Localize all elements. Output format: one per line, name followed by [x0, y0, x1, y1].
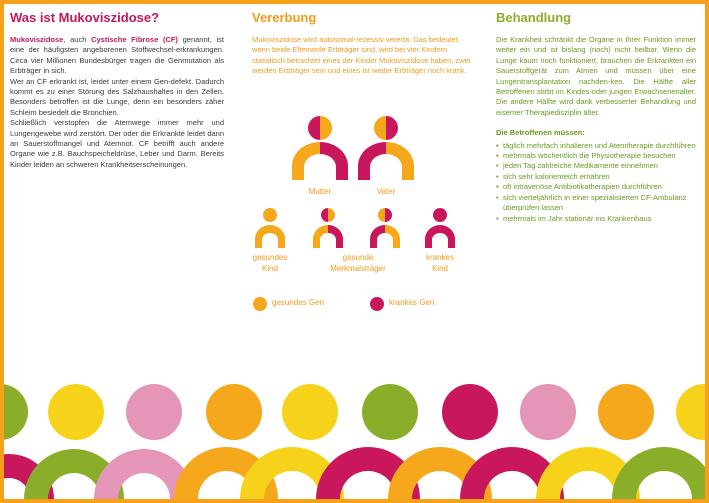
section-title: Vererbung	[252, 10, 317, 25]
paragraph-3: Schließlich verstopfen die Atemwege immer mehr und Lungengewebe wird zerstört. Der oder die Erkrankte leidet dann an Sauerstoffmangel und Atemnot. CF betrifft auch andere Organe wie z.B. Bauchspeicheldrüse, Leber und Darm. Bereits Kinder leiden an schweren Krankheitserscheinungen.	[10, 118, 224, 169]
list-item: • mehrmals im Jahr stationär ins Krankenhaus	[496, 214, 696, 224]
label-mother: Mutter	[308, 187, 332, 196]
list-item: • täglich mehrfach inhalieren und Atemtherapie durchführen	[496, 141, 696, 151]
list-item: • mehrmals wöchentlich die Physiotherapie besuchen	[496, 151, 696, 161]
intro-text-2: genannt, ist eine der häufigsten angeborenen Stoffwechsel-erkrankungen. Circa vier Millionen Bundesbürger tragen die Genmutation als Erbträger in sich.	[10, 35, 224, 76]
label-carrier: gesunde Merkmalsträger	[330, 253, 386, 273]
list-item: • sich vierteljährlich in einer spezialisierten CF-Ambulanz überprüfen lassen	[496, 193, 696, 214]
label-father: Vater	[376, 187, 396, 196]
treatment-subtitle: Die Betroffenen müssen:	[496, 128, 585, 138]
label-sick-child: krankes Kind	[425, 253, 454, 273]
section-title: Was ist Mukoviszidose?	[10, 10, 160, 25]
list-item: • jeden Tag zahlreiche Medikamente einnehmen	[496, 161, 696, 171]
paragraph-2: Wer an CF erkrankt ist, leidet unter einem Gen-defekt. Dadurch kommt es zu einer Störung des Salzhaushaltes in den Zellen. Besonders betroffen ist die Lunge, denn ein besonders zäher Schleim besiedelt die Bronchien.	[10, 76, 224, 117]
list-item: • oft intravenöse Antibiotikatherapien durchführen	[496, 182, 696, 192]
legend-healthy-label: gesundes Gen	[272, 298, 325, 307]
decorative-circles	[4, 4, 705, 499]
section-title: Behandlung	[496, 10, 572, 25]
inheritance-text: Mukoviszidose wird autosomal-rezessiv vererbt. Das bedeutet, wenn beide Elternteile Erbträger sind, wird bei vier Kindern statistisch betrachtet eines der Kinder Mukoviszidose haben, zwei werden Erbträger sein und eines ist weder Erbträger noch krank.	[252, 35, 471, 76]
treatment-text: Die Krankheit schränkt die Organe in ihrer Funktion immer weiter ein und ist bislang (noch) nicht heilbar. Wenn die Lunge kaum noch funktioniert, brauchen die Erkrankten ein Sauerstoffgerät zum Atmen und müssen über eine Lungentransplantation nachden-ken. Die Hälfte aller Betroffenen stirbt im Kindes-oder jungen Erwachsenenalter. Die andere Hälfte wird dank verbesserter Behandlung und eiserner Therapiedisziplin älter.	[496, 35, 696, 117]
label-healthy-child: gesundes Kind	[252, 253, 288, 273]
list-item: • sich sehr kalorienreich ernähren	[496, 172, 696, 182]
intro-text-1: , auch	[63, 35, 92, 44]
term-cf: Cystische Fibrose (CF)	[91, 35, 178, 44]
term-mukoviszidose: Mukoviszidose	[10, 35, 64, 44]
legend-sick-label: krankes Gen	[389, 298, 435, 307]
brochure-page	[4, 4, 705, 499]
